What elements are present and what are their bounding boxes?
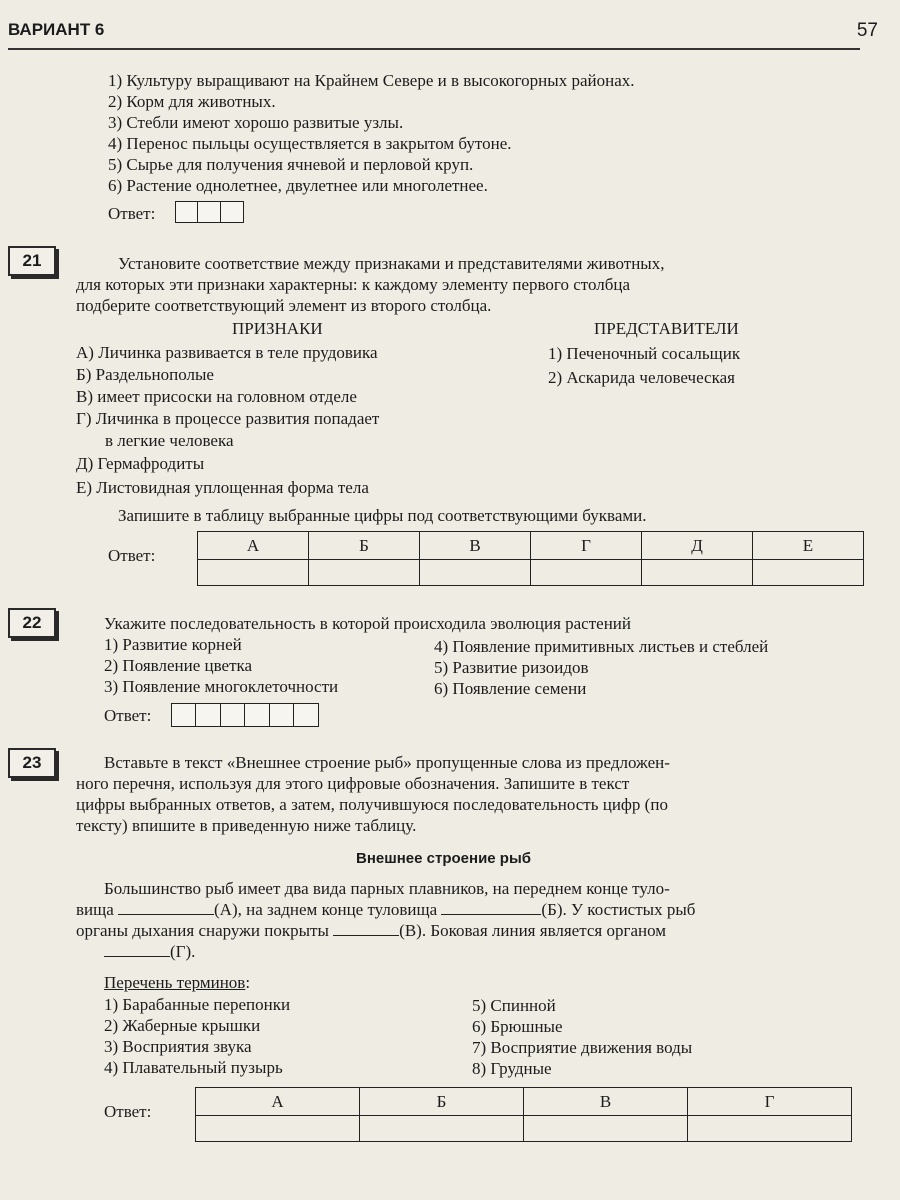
q21-feature: А) Личинка развивается в теле прудовика: [76, 343, 378, 362]
q21-answer-label: Ответ:: [108, 546, 156, 565]
table-header-cell: Е: [753, 532, 864, 560]
q21-instruction: Запишите в таблицу выбранные цифры под соответствующими буквами.: [118, 506, 647, 525]
question-number-23: 23: [8, 748, 56, 778]
q23-text-line: [76, 899, 695, 920]
variant-title: ВАРИАНТ 6: [8, 20, 105, 39]
q21-feature: Е) Листовидная уплощенная форма тела: [76, 478, 369, 497]
q22-option: 2) Появление цветка: [104, 656, 253, 675]
text-fragment: органы дыхания снаружи покрыты: [76, 921, 329, 940]
answer-cell[interactable]: [293, 703, 319, 727]
q21-representatives-heading: ПРЕДСТАВИТЕЛИ: [594, 319, 739, 338]
q21-prompt-line: для которых эти признаки характерны: к каждому элементу первого столбца: [76, 275, 631, 294]
terms-title-text: Перечень терминов: [104, 973, 246, 992]
table-header-cell: Г: [531, 532, 642, 560]
q22-answer-cells[interactable]: [172, 703, 319, 727]
blank-field-b[interactable]: [441, 900, 541, 915]
answer-cell[interactable]: [198, 560, 309, 586]
answer-cell[interactable]: [175, 201, 199, 223]
answer-cell[interactable]: [220, 201, 244, 223]
q22-option: 4) Появление примитивных листьев и стеблей: [434, 637, 769, 656]
q23-term: 1) Барабанные перепонки: [104, 995, 291, 1014]
answer-cell[interactable]: [360, 1116, 524, 1142]
answer-cell[interactable]: [642, 560, 753, 586]
answer-cell[interactable]: [196, 1116, 360, 1142]
table-header-cell: В: [420, 532, 531, 560]
q21-feature: Г) Личинка в процессе развития попадает: [76, 409, 380, 428]
answer-cell[interactable]: [195, 703, 221, 727]
q21-feature: Б) Раздельнополые: [76, 365, 214, 384]
q20-answer-label: Ответ:: [108, 204, 156, 223]
q23-text-line: [104, 941, 195, 962]
q23-term: 7) Восприятие движения воды: [472, 1038, 693, 1057]
q22-prompt: Укажите последовательность в которой происходила эволюция растений: [104, 614, 631, 633]
table-header-cell: Б: [309, 532, 420, 560]
q23-term: 4) Плавательный пузырь: [104, 1058, 283, 1077]
q20-option: 5) Сырье для получения ячневой и перловой круп.: [108, 155, 474, 174]
q20-option: 2) Корм для животных.: [108, 92, 276, 111]
q21-feature-continued: в легкие человека: [105, 431, 234, 450]
q21-prompt-line: Установите соответствие между признаками и представителями животных,: [118, 254, 665, 273]
q23-text-line: [76, 920, 666, 941]
q20-answer-cells[interactable]: [176, 201, 244, 223]
q22-option: 6) Появление семени: [434, 679, 587, 698]
q23-term: 3) Восприятия звука: [104, 1037, 252, 1056]
q20-option: 3) Стебли имеют хорошо развитые узлы.: [108, 113, 404, 132]
q21-representative: 2) Аскарида человеческая: [548, 368, 735, 387]
q20-option: 6) Растение однолетнее, двулетнее или многолетнее.: [108, 176, 488, 195]
table-header-cell: В: [524, 1088, 688, 1116]
blank-field-g[interactable]: [104, 942, 170, 957]
table-header-cell: Г: [688, 1088, 852, 1116]
answer-cell[interactable]: [309, 560, 420, 586]
q21-answer-table: [197, 531, 864, 586]
question-number-22: 22: [8, 608, 56, 638]
answer-cell[interactable]: [269, 703, 295, 727]
q23-answer-label: Ответ:: [104, 1102, 152, 1121]
page-header: [8, 18, 878, 50]
q21-prompt-line: подберите соответствующий элемент из второго столбца.: [76, 296, 492, 315]
answer-cell[interactable]: [524, 1116, 688, 1142]
answer-cell[interactable]: [753, 560, 864, 586]
q23-terms-title: [104, 972, 250, 993]
q21-features-heading: ПРИЗНАКИ: [232, 319, 323, 338]
terms-title-colon: :: [245, 973, 251, 992]
question-number-21: 21: [8, 246, 56, 276]
answer-cell[interactable]: [171, 703, 197, 727]
blank-field-v[interactable]: [333, 921, 399, 936]
answer-cell[interactable]: [531, 560, 642, 586]
text-fragment: (В). Боковая линия является органом: [399, 921, 667, 940]
blank-field-a[interactable]: [118, 900, 214, 915]
q23-term: 5) Спинной: [472, 996, 556, 1015]
q22-option: 1) Развитие корней: [104, 635, 242, 654]
text-fragment: (Б). У костистых рыб: [541, 900, 696, 919]
q23-text-title: Внешнее строение рыб: [356, 850, 532, 867]
q23-text-line: Большинство рыб имеет два вида парных плавников, на переднем конце туло-: [104, 879, 670, 898]
q23-term: 8) Грудные: [472, 1059, 552, 1078]
q23-term: 2) Жаберные крышки: [104, 1016, 261, 1035]
answer-cell[interactable]: [197, 201, 221, 223]
q23-answer-table: [195, 1087, 852, 1142]
table-header-cell: Б: [360, 1088, 524, 1116]
q23-prompt-line: цифры выбранных ответов, а затем, получившуюся последовательность цифр (по: [76, 795, 668, 814]
q23-prompt-line: ного перечня, используя для этого цифровые обозначения. Запишите в текст: [76, 774, 630, 793]
table-header-cell: А: [198, 532, 309, 560]
q20-option: 1) Культуру выращивают на Крайнем Севере и в высокогорных районах.: [108, 71, 635, 90]
q22-option: 3) Появление многоклеточности: [104, 677, 339, 696]
answer-cell[interactable]: [420, 560, 531, 586]
page-number: 57: [856, 20, 878, 41]
answer-cell[interactable]: [244, 703, 270, 727]
answer-cell[interactable]: [688, 1116, 852, 1142]
q20-option: 4) Перенос пыльцы осуществляется в закрытом бутоне.: [108, 134, 512, 153]
q21-feature: Д) Гермафродиты: [76, 454, 205, 473]
text-fragment: (Г).: [170, 942, 196, 961]
answer-cell[interactable]: [220, 703, 246, 727]
table-header-cell: А: [196, 1088, 360, 1116]
q21-representative: 1) Печеночный сосальщик: [548, 344, 741, 363]
q23-term: 6) Брюшные: [472, 1017, 563, 1036]
table-header-cell: Д: [642, 532, 753, 560]
q23-prompt-line: тексту) впишите в приведенную ниже таблицу.: [76, 816, 417, 835]
text-fragment: (А), на заднем конце туловища: [214, 900, 438, 919]
q23-prompt-line: Вставьте в текст «Внешнее строение рыб» пропущенные слова из предложен-: [104, 753, 670, 772]
q22-option: 5) Развитие ризоидов: [434, 658, 589, 677]
q22-answer-label: Ответ:: [104, 706, 152, 725]
q21-feature: В) имеет присоски на головном отделе: [76, 387, 357, 406]
text-fragment: вища: [76, 900, 114, 919]
